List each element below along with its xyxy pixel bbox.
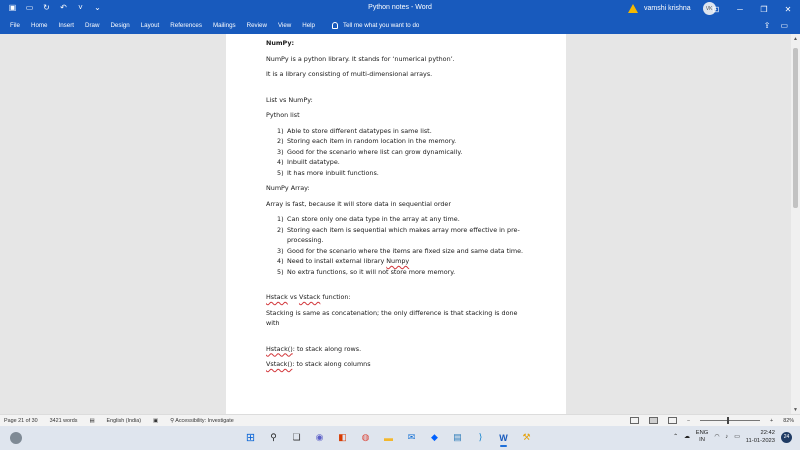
word-count[interactable]: 3421 words bbox=[49, 418, 78, 424]
spelling-flagged-word[interactable]: Vstack() bbox=[266, 360, 293, 368]
scroll-up-icon[interactable]: ▲ bbox=[793, 35, 798, 42]
accessibility-icon: ⚲ bbox=[170, 418, 176, 424]
tell-me-search[interactable] bbox=[332, 22, 419, 29]
tab-view[interactable]: View bbox=[277, 22, 292, 29]
tab-review[interactable]: Review bbox=[246, 22, 267, 29]
user-area[interactable] bbox=[628, 2, 716, 15]
zoom-slider-thumb[interactable] bbox=[727, 417, 729, 424]
paragraph[interactable]: Hstack vs Vstack function: bbox=[266, 293, 351, 301]
document-workspace bbox=[0, 34, 791, 414]
undo-icon[interactable]: ↶ bbox=[60, 3, 67, 12]
ribbon-display-icon[interactable]: ⊡ bbox=[712, 4, 720, 14]
zoom-slider[interactable] bbox=[700, 420, 760, 421]
accessibility-status[interactable]: ⚲ Accessibility: Investigate bbox=[170, 418, 234, 424]
list-item[interactable]: 2) Storing each item in random location in the memory. bbox=[277, 137, 457, 145]
list-item[interactable]: 3) Good for the scenario where list can grow dynamically. bbox=[277, 147, 463, 156]
lightbulb-icon bbox=[332, 22, 338, 29]
tab-mailings[interactable]: Mailings bbox=[212, 22, 236, 29]
web-layout-icon[interactable] bbox=[668, 417, 677, 424]
paragraph[interactable]: Hstack(): to stack along rows. bbox=[266, 344, 362, 353]
start-icon[interactable]: ⊞ bbox=[245, 432, 256, 444]
blank-line bbox=[266, 334, 528, 344]
status-bar bbox=[0, 414, 800, 426]
chat-icon[interactable]: ◉ bbox=[315, 432, 324, 442]
paragraph[interactable]: NumPy is a python library. It stands for ‘numerical python’. bbox=[266, 54, 455, 63]
spelling-flagged-word[interactable]: Hstack bbox=[266, 293, 288, 301]
user-name[interactable]: vamshi krishna bbox=[644, 5, 691, 12]
tab-design[interactable]: Design bbox=[110, 22, 130, 29]
language-status[interactable]: English (India) bbox=[106, 418, 142, 424]
comments-icon[interactable]: ▭ bbox=[780, 21, 788, 30]
blank-line bbox=[266, 282, 528, 292]
read-mode-icon[interactable] bbox=[630, 417, 639, 424]
tab-insert[interactable]: Insert bbox=[58, 22, 74, 29]
tab-home[interactable]: Home bbox=[30, 22, 48, 29]
document-page[interactable] bbox=[226, 34, 566, 414]
autosave-icon[interactable]: ↻ bbox=[43, 3, 50, 12]
vertical-scrollbar[interactable] bbox=[791, 34, 800, 414]
mail-icon[interactable]: ✉ bbox=[407, 432, 416, 442]
list-item[interactable]: 1) Can store only one data type in the array at any time. bbox=[277, 215, 460, 223]
wifi-icon[interactable]: ◠ bbox=[714, 434, 720, 440]
list-item[interactable]: 4) Need to install external library Numpy bbox=[277, 257, 410, 265]
list-item[interactable]: 5) No extra functions, so it will not store more memory. bbox=[277, 267, 456, 276]
list-item[interactable]: 1) Able to store different datatypes in same list. bbox=[277, 126, 432, 135]
dropbox-icon[interactable]: ◆ bbox=[431, 432, 438, 442]
document-body[interactable] bbox=[266, 38, 528, 375]
focus-icon[interactable]: ▣ bbox=[153, 418, 159, 424]
spelling-flagged-word[interactable]: Hstack() bbox=[266, 344, 293, 353]
chrome-icon[interactable]: ◍ bbox=[361, 432, 370, 442]
zoom-out-icon[interactable]: − bbox=[686, 417, 691, 424]
proofing-icon[interactable]: ▤ bbox=[89, 418, 95, 424]
scroll-down-icon[interactable]: ▼ bbox=[793, 406, 798, 413]
print-layout-icon[interactable] bbox=[649, 417, 658, 424]
volume-icon[interactable]: ♪ bbox=[725, 434, 729, 440]
paragraph[interactable]: NumPy Array: bbox=[266, 184, 310, 192]
tab-references[interactable]: References bbox=[170, 22, 202, 29]
numpy-array-items bbox=[266, 214, 528, 277]
page-count[interactable]: Page 21 of 30 bbox=[4, 418, 38, 424]
list-item[interactable]: 4) Inbuilt datatype. bbox=[277, 158, 340, 166]
taskbar-apps bbox=[243, 429, 534, 446]
folder-icon[interactable]: ▭ bbox=[25, 3, 34, 12]
file-explorer-icon[interactable]: ▬ bbox=[384, 432, 393, 443]
undo-dropdown-icon[interactable]: ˅ bbox=[78, 3, 83, 12]
system-tray bbox=[673, 429, 792, 445]
paragraph[interactable]: Python list bbox=[266, 111, 300, 119]
document-title: Python notes - Word bbox=[368, 4, 432, 11]
tab-help[interactable]: Help bbox=[302, 22, 315, 29]
close-icon[interactable]: ✕ bbox=[784, 4, 792, 14]
avatar[interactable]: VK bbox=[703, 2, 716, 15]
paragraph[interactable]: List vs NumPy: bbox=[266, 95, 313, 104]
title-bar bbox=[0, 0, 800, 18]
taskbar bbox=[0, 426, 800, 450]
search-icon[interactable]: ⚲ bbox=[270, 432, 277, 442]
scroll-thumb[interactable] bbox=[793, 48, 798, 208]
warning-icon[interactable] bbox=[628, 4, 638, 13]
cloud-icon[interactable]: ☁ bbox=[683, 434, 690, 440]
battery-icon[interactable]: ▭ bbox=[734, 434, 740, 440]
weather-icon[interactable] bbox=[10, 432, 22, 444]
paragraph[interactable]: It is a library consisting of multi-dimensional arrays. bbox=[266, 70, 433, 78]
paragraph[interactable]: Vstack(): to stack along columns bbox=[266, 360, 371, 368]
share-icon[interactable]: ⇪ bbox=[763, 21, 771, 30]
notification-badge[interactable]: 24 bbox=[781, 432, 792, 443]
numpy-heading[interactable]: NumPy: bbox=[266, 39, 295, 47]
spelling-flagged-word[interactable]: Vstack bbox=[298, 293, 321, 301]
task-view-icon[interactable]: ❏ bbox=[292, 432, 301, 442]
vscode-icon[interactable]: ⟩ bbox=[478, 432, 483, 442]
clock[interactable]: 22:42 11-01-2023 bbox=[745, 430, 775, 444]
minimize-icon[interactable]: ─ bbox=[737, 4, 743, 14]
office-icon[interactable]: ◧ bbox=[338, 432, 347, 442]
notepad-icon[interactable]: ▤ bbox=[453, 432, 462, 442]
ribbon-actions bbox=[764, 21, 788, 30]
ribbon-tabs bbox=[0, 18, 800, 34]
list-item[interactable]: 5) It has more inbuilt functions. bbox=[277, 168, 379, 177]
python-list-items bbox=[266, 126, 528, 179]
customize-toolbar-icon[interactable]: ⌄ bbox=[94, 3, 101, 12]
zoom-in-icon[interactable]: + bbox=[770, 417, 774, 424]
paragraph[interactable]: Stacking is same as concatenation; the only difference is that stacking is done with bbox=[266, 308, 518, 327]
tell-me-label[interactable]: Tell me what you want to do bbox=[342, 22, 420, 29]
show-hidden-icons-icon[interactable]: ⌃ bbox=[673, 434, 678, 440]
paragraph[interactable]: Array is fast, because it will store data in sequential order bbox=[266, 199, 451, 208]
window-controls bbox=[704, 0, 800, 18]
word-icon[interactable]: W bbox=[496, 429, 511, 446]
tab-file[interactable]: File bbox=[10, 22, 20, 29]
blank-line bbox=[266, 85, 528, 95]
python-icon[interactable]: ⚒ bbox=[522, 432, 531, 442]
list-item[interactable]: 3) Good for the scenario where the items are fixed size and same data time. bbox=[277, 246, 524, 255]
tab-draw[interactable]: Draw bbox=[84, 22, 100, 29]
tab-layout[interactable]: Layout bbox=[140, 22, 160, 29]
spelling-flagged-word[interactable]: Numpy bbox=[386, 257, 410, 265]
language-indicator[interactable]: ENG IN bbox=[695, 430, 709, 443]
zoom-level[interactable]: 82% bbox=[783, 417, 794, 424]
list-item[interactable]: 2) Storing each item is sequential which makes array more effective in pre-processing. bbox=[277, 225, 520, 244]
maximize-icon[interactable]: ❐ bbox=[760, 4, 768, 14]
save-icon[interactable]: ▣ bbox=[8, 3, 17, 12]
